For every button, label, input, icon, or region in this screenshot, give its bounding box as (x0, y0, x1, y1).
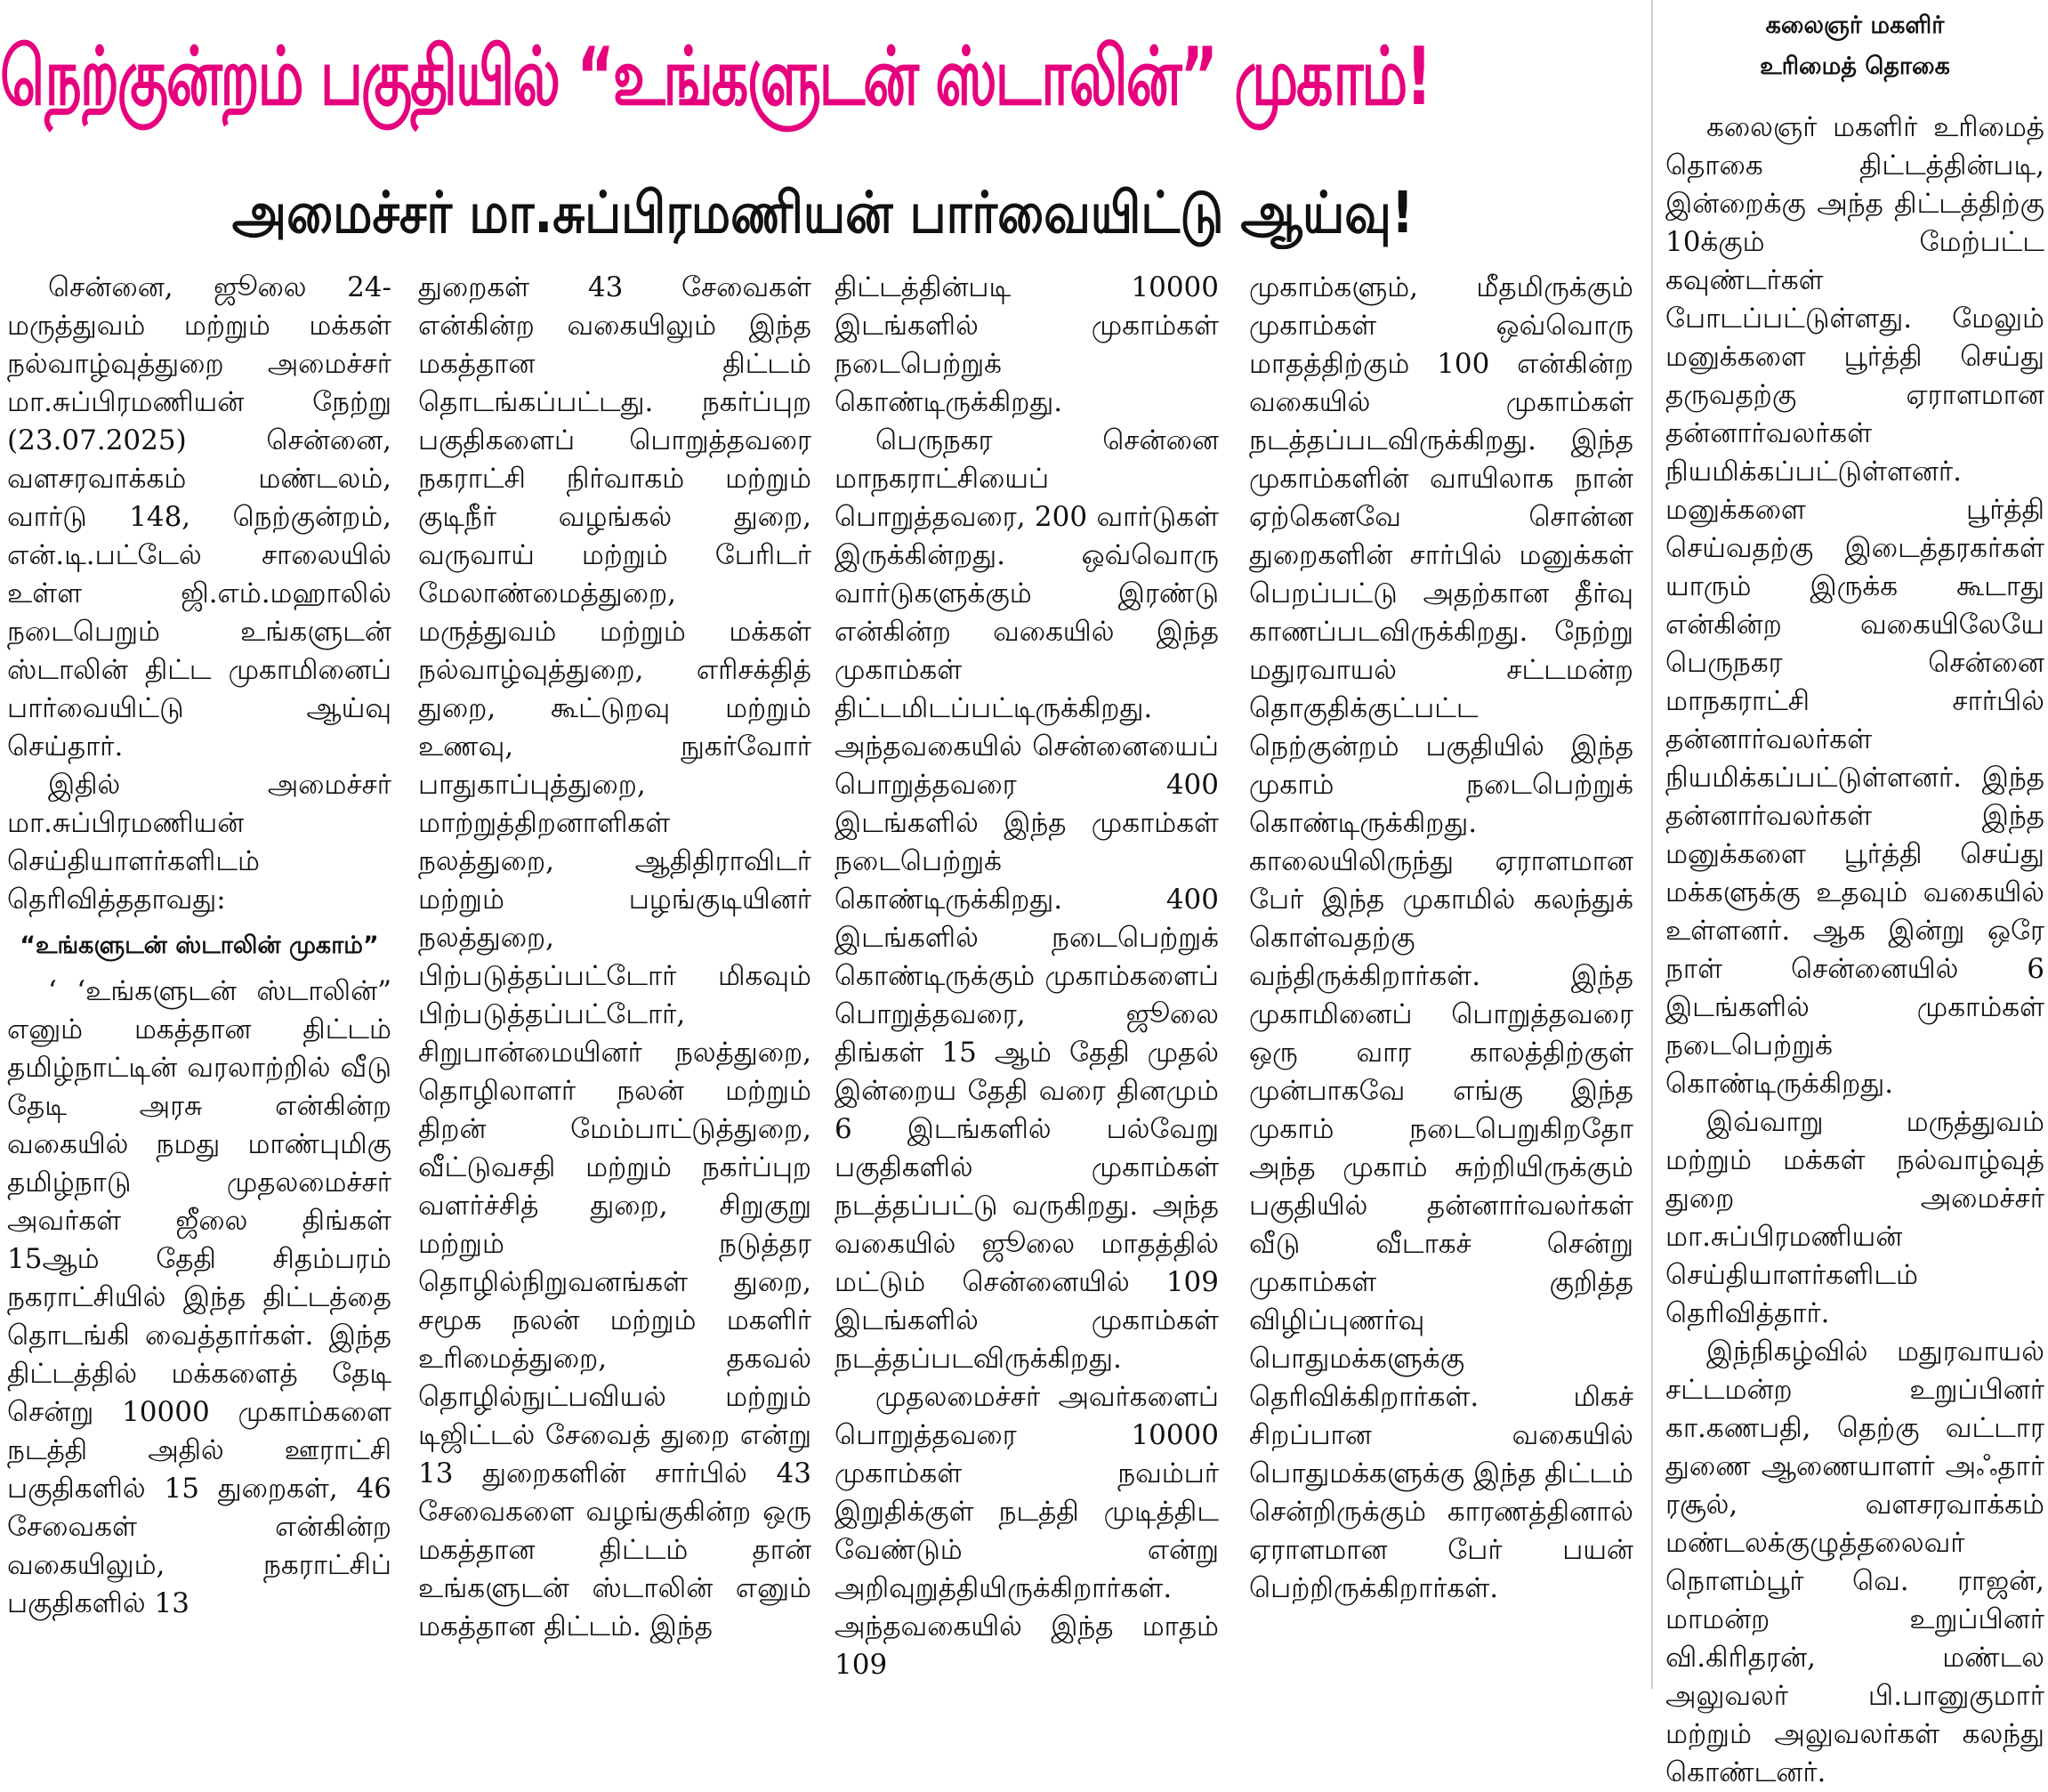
article-column-4 (1249, 269, 1633, 1683)
paragraph: பெருநகர சென்னை மாநகராட்சியைப் பொறுத்தவரை, 200 வார்டுகள் இருக்கின்றது. ஒவ்வொரு வார்டுகளுக்கும் இரண்டு என்கின்ற வகையில் இந்த முகாம்கள் திட்டமிடப்பட்டிருக்கிறது. அந்தவகையில் சென்னையைப் பொறுத்தவரை 400 இடங்களில் இந்த முகாம்கள் நடைபெற்றுக் கொண்டிருக்கிறது. 400 இடங்களில் நடைபெற்றுக் கொண்டிருக்கும் முகாம்களைப் பொறுத்தவரை, ஜூலை திங்கள் 15 ஆம் தேதி முதல் இன்றைய தேதி வரை தினமும் 6 இடங்களில் பல்வேறு பகுதிகளில் முகாம்கள் நடத்தப்பட்டு வருகிறது. அந்த வகையில் ஜூலை மாதத்தில் மட்டும் சென்னையில் 109 இடங்களில் முகாம்கள் நடத்தப்படவிருக்கிறது. (835, 424, 1219, 1375)
sidebar-heading-line: உரிமைத் தொகை (1760, 52, 1950, 80)
article-column-5 (1665, 109, 2044, 1788)
section-subheading: “உங்களுடன் ஸ்டாலின் முகாம்” (20, 932, 379, 959)
sidebar-heading-line: கலைஞர் மகளிர் (1765, 12, 1945, 39)
paragraph: இவ்வாறு மருத்துவம் மற்றும் மக்கள் நல்வாழ்வுத் துறை அமைச்சர் மா.சுப்பிரமணியன் செய்தியாளர்களிடம் தெரிவித்தார். (1665, 1106, 2044, 1329)
article-column-1 (7, 269, 391, 1683)
subheadline: அமைச்சர் மா.சுப்பிரமணியன் பார்வையிட்டு ஆய்வு! (231, 181, 1415, 246)
article-column-2 (418, 269, 811, 1683)
paragraph: ‘ ‘உங்களுடன் ஸ்டாலின்” எனும் மகத்தான திட்டம் தமிழ்நாட்டின் வரலாற்றில் வீடு தேடி அரசு என்கின்ற வகையில் நமது மாண்புமிகு தமிழ்நாடு முதலமைச்சர் அவர்கள் ஜீலை திங்கள் 15ஆம் தேதி சிதம்பரம் நகராட்சியில் இந்த திட்டத்தை தொடங்கி வைத்தார்கள். இந்த திட்டத்தில் மக்களைத் தேடி சென்று 10000 முகாம்களை நடத்தி அதில் ஊராட்சி பகுதிகளில் 15 துறைகள், 46 சேவைகள் என்கின்ற வகையிலும், நகராட்சிப் பகுதிகளில் 13 (7, 975, 391, 1619)
paragraph: இதில் அமைச்சர் மா.சுப்பிரமணியன் செய்தியாளர்களிடம் தெரிவித்ததாவது: (7, 769, 391, 916)
column-divider (1651, 0, 1653, 1689)
article-column-3 (835, 269, 1219, 1683)
headline: நெற்குன்றம் பகுதியில் “உங்களுடன் ஸ்டாலின்” முகாம்! (0, 30, 1431, 124)
paragraph: முதலமைச்சர் அவர்களைப் பொறுத்தவரை 10000 முகாம்கள் நவம்பர் இறுதிக்குள் நடத்தி முடித்திட வேண்டும் என்று அறிவுறுத்தியிருக்கிறார்கள். அந்தவகையில் இந்த மாதம் 109 (835, 1381, 1219, 1681)
paragraph: சென்னை, ஜூலை 24- மருத்துவம் மற்றும் மக்கள் நல்வாழ்வுத்துறை அமைச்சர் மா.சுப்பிரமணியன் நேற்று (23.07.2025) சென்னை, வளசரவாக்கம் மண்டலம், வார்டு 148, நெற்குன்றம், என்.டி.பட்டேல் சாலையில் உள்ள ஜி.எம்.மஹாலில் நடைபெறும் உங்களுடன் ஸ்டாலின் திட்ட முகாமினைப் பார்வையிட்டு ஆய்வு செய்தார். (7, 271, 391, 763)
sidebar-heading (1665, 5, 2044, 87)
paragraph: கலைஞர் மகளிர் உரிமைத் தொகை திட்டத்தின்படி, இன்றைக்கு அந்த திட்டத்திற்கு 10க்கும் மேற்பட்ட கவுண்டர்கள் போடப்பட்டுள்ளது. மேலும் மனுக்களை பூர்த்தி செய்து தருவதற்கு ஏராளமான தன்னார்வலர்கள் நியமிக்கப்பட்டுள்ளனர். மனுக்களை பூர்த்தி செய்வதற்கு இடைத்தரகர்கள் யாரும் இருக்க கூடாது என்கின்ற வகையிலேயே பெருநகர சென்னை மாநகராட்சி சார்பில் தன்னார்வலர்கள் நியமிக்கப்பட்டுள்ளனர். இந்த தன்னார்வலர்கள் இந்த மனுக்களை பூர்த்தி செய்து மக்களுக்கு உதவும் வகையில் உள்ளனர். ஆக இன்று ஒரே நாள் சென்னையில் 6 இடங்களில் முகாம்கள் நடைபெற்றுக் கொண்டிருக்கிறது. (1665, 111, 2044, 1100)
paragraph: முகாம்களும், மீதமிருக்கும் முகாம்கள் ஒவ்வொரு மாதத்திற்கும் 100 என்கின்ற வகையில் முகாம்கள் நடத்தப்படவிருக்கிறது. இந்த முகாம்களின் வாயிலாக நான் ஏற்கெனவே சொன்ன துறைகளின் சார்பில் மனுக்கள் பெறப்பட்டு அதற்கான தீர்வு காணப்படவிருக்கிறது. நேற்று மதுரவாயல் சட்டமன்ற தொகுதிக்குட்பட்ட நெற்குன்றம் பகுதியில் இந்த முகாம் நடைபெற்றுக் கொண்டிருக்கிறது. காலையிலிருந்து ஏராளமான பேர் இந்த முகாமில் கலந்துக் கொள்வதற்கு வந்திருக்கிறார்கள். இந்த முகாமினைப் பொறுத்தவரை ஒரு வார காலத்திற்குள் முன்பாகவே எங்கு இந்த முகாம் நடைபெறுகிறதோ அந்த முகாம் சுற்றியிருக்கும் பகுதியில் தன்னார்வலர்கள் வீடு வீடாகச் சென்று முகாம்கள் குறித்த விழிப்புணர்வு பொதுமக்களுக்கு தெரிவிக்கிறார்கள். மிகச் சிறப்பான வகையில் பொதுமக்களுக்கு இந்த திட்டம் சென்றிருக்கும் காரணத்தினால் ஏராளமான பேர் பயன் பெற்றிருக்கிறார்கள். (1249, 271, 1633, 1604)
paragraph: துறைகள் 43 சேவைகள் என்கின்ற வகையிலும் இந்த மகத்தான திட்டம் தொடங்கப்பட்டது. நகர்ப்புற பகுதிகளைப் பொறுத்தவரை நகராட்சி நிர்வாகம் மற்றும் குடிநீர் வழங்கல் துறை, வருவாய் மற்றும் பேரிடர் மேலாண்மைத்துறை, மருத்துவம் மற்றும் மக்கள் நல்வாழ்வுத்துறை, எரிசக்தித் துறை, கூட்டுறவு மற்றும் உணவு, நுகர்வோர் பாதுகாப்புத்துறை, மாற்றுத்திறனாளிகள் நலத்துறை, ஆதிதிராவிடர் மற்றும் பழங்குடியினர் நலத்துறை, பிற்படுத்தப்பட்டோர் மிகவும் பிற்படுத்தப்பட்டோர், சிறுபான்மையினர் நலத்துறை, தொழிலாளர் நலன் மற்றும் திறன் மேம்பாட்டுத்துறை, வீட்டுவசதி மற்றும் நகர்ப்புற வளர்ச்சித் துறை, சிறுகுறு மற்றும் நடுத்தர தொழில்நிறுவனங்கள் துறை, சமூக நலன் மற்றும் மகளிர் உரிமைத்துறை, தகவல் தொழில்நுட்பவியல் மற்றும் டிஜிட்டல் சேவைத் துறை என்று 13 துறைகளின் சார்பில் 43 சேவைகளை வழங்குகின்ற ஒரு மகத்தான திட்டம் தான் உங்களுடன் ஸ்டாலின் எனும் மகத்தான திட்டம். இந்த (418, 271, 811, 1643)
paragraph: இந்நிகழ்வில் மதுரவாயல் சட்டமன்ற உறுப்பினர் கா.கணபதி, தெற்கு வட்டார துணை ஆணையாளர் அஃதார் ரசூல், வளசரவாக்கம் மண்டலக்குழுத்தலைவர் நொளம்பூர் வெ. ராஜன், மாமன்ற உறுப்பினர் வி.கிரிதரன், மண்டல அலுவலர் பி.பானுகுமார் மற்றும் அலுவலர்கள் கலந்து கொண்டனர். (1665, 1336, 2044, 1788)
paragraph: திட்டத்தின்படி 10000 இடங்களில் முகாம்கள் நடைபெற்றுக் கொண்டிருக்கிறது. (835, 271, 1219, 418)
